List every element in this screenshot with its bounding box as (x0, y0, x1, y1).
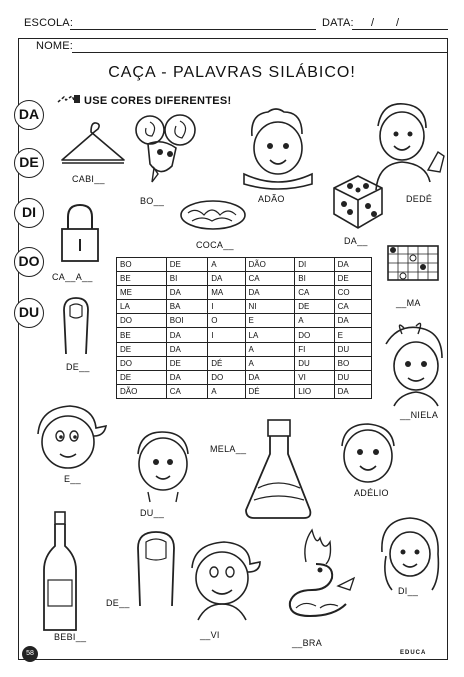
grid-cell[interactable]: DA (245, 286, 295, 300)
publisher-mark: EDUCA (400, 650, 427, 656)
boy-dudu-illustration (130, 426, 196, 502)
grid-row (117, 356, 372, 370)
grid-cell[interactable]: DU (334, 370, 371, 384)
grid-cell[interactable]: BI (295, 272, 334, 286)
grid-row (117, 286, 372, 300)
grid-cell[interactable]: DU (295, 356, 334, 370)
grid-cell[interactable]: LA (245, 328, 295, 342)
word-search-grid (116, 257, 372, 399)
grid-cell[interactable]: BO (117, 258, 167, 272)
label-adao: ADÃO (258, 194, 285, 204)
grid-cell[interactable]: E (245, 314, 295, 328)
label-dudu: DU__ (140, 508, 165, 518)
label-cocada: COCA__ (196, 240, 234, 250)
grid-cell[interactable]: DA (166, 370, 207, 384)
label-dede-2: DE__ (106, 598, 130, 608)
label-davi: __VI (200, 630, 220, 640)
grid-cell[interactable]: DO (295, 328, 334, 342)
data-label: DATA: (322, 17, 354, 29)
checkers-board-illustration (386, 244, 440, 284)
girl-didi-illustration (376, 512, 446, 596)
grid-cell[interactable]: DA (334, 314, 371, 328)
grid-cell[interactable]: CA (166, 384, 207, 398)
syllable-du: DU (14, 298, 44, 328)
grid-cell[interactable]: DA (208, 272, 245, 286)
grid-cell[interactable]: NI (245, 300, 295, 314)
label-dado: DA__ (344, 236, 368, 246)
grid-cell[interactable]: DA (166, 286, 207, 300)
escola-label: ESCOLA: (24, 17, 74, 29)
grid-row (117, 384, 372, 398)
grid-cell[interactable]: DÉ (208, 356, 245, 370)
grid-row (117, 370, 372, 384)
grid-cell[interactable]: DO (117, 356, 167, 370)
grid-cell[interactable]: DA (334, 384, 371, 398)
grid-cell[interactable]: CA (245, 272, 295, 286)
label-mela: MELA__ (210, 444, 247, 454)
grid-row (117, 300, 372, 314)
label-daniela: __NIELA (400, 410, 439, 420)
grid-cell[interactable]: LA (117, 300, 167, 314)
dice-illustration (328, 170, 388, 232)
label-adelio: ADÉLIO (354, 488, 389, 498)
label-dedo: DE__ (66, 362, 90, 372)
goat-illustration (132, 108, 204, 190)
honey-flask-illustration (240, 418, 316, 522)
page-number: 58 (22, 646, 38, 662)
label-ede: E__ (64, 474, 81, 484)
grid-cell[interactable]: DA (166, 328, 207, 342)
grid-cell[interactable]: E (334, 328, 371, 342)
grid-row (117, 258, 372, 272)
data-line (352, 29, 448, 30)
boy-davi-illustration (184, 538, 264, 624)
grid-cell[interactable]: O (208, 314, 245, 328)
syllable-de: DE (14, 148, 44, 178)
grid-cell[interactable]: BA (166, 300, 207, 314)
grid-cell[interactable]: DA (334, 258, 371, 272)
grid-cell[interactable]: DE (117, 342, 167, 356)
grid-cell[interactable]: VI (295, 370, 334, 384)
grid-cell[interactable]: A (245, 342, 295, 356)
instruction: USE CORES DIFERENTES! (84, 95, 232, 107)
grid-cell[interactable]: CO (334, 286, 371, 300)
boy-cap-illustration (30, 400, 110, 474)
grid-cell[interactable]: BE (117, 272, 167, 286)
syllable-da: DA (14, 100, 44, 130)
grid-cell[interactable]: BO (334, 356, 371, 370)
finger-illustration (56, 296, 96, 356)
cocada-illustration (178, 193, 248, 233)
escola-line (70, 29, 316, 30)
grid-cell[interactable]: DÃO (245, 258, 295, 272)
hanger-illustration (58, 118, 128, 168)
grid-cell[interactable]: DE (166, 258, 207, 272)
grid-cell[interactable]: CA (334, 300, 371, 314)
data-sep-2: / (396, 17, 400, 29)
grid-cell[interactable]: DÉ (245, 384, 295, 398)
grid-cell[interactable]: DÃO (117, 384, 167, 398)
boy-adelio-illustration (334, 420, 404, 486)
label-cabide: CABI__ (72, 174, 105, 184)
data-sep-1: / (371, 17, 375, 29)
grid-cell[interactable]: A (295, 314, 334, 328)
label-dama: __MA (396, 298, 421, 308)
boy-adao-illustration (238, 104, 318, 192)
padlock-illustration (58, 203, 102, 265)
grid-cell[interactable]: LIO (295, 384, 334, 398)
grid-row (117, 328, 372, 342)
grid-cell[interactable]: DE (166, 356, 207, 370)
grid-cell[interactable]: MA (208, 286, 245, 300)
label-cadeado: CA__A__ (52, 272, 93, 282)
grid-row (117, 314, 372, 328)
crayon-icon (56, 93, 82, 107)
label-bebida: BEBI__ (54, 632, 87, 642)
syllable-di: DI (14, 198, 44, 228)
grid-row (117, 342, 372, 356)
label-dragao: __BRA (292, 638, 323, 648)
grid-row (117, 272, 372, 286)
label-didi: DI__ (398, 586, 419, 596)
grid-cell[interactable]: DA (245, 370, 295, 384)
label-dede: DEDÉ (406, 194, 433, 204)
nome-label: NOME: (36, 40, 74, 52)
grid-cell[interactable]: I (208, 300, 245, 314)
grid-cell[interactable]: CA (295, 286, 334, 300)
grid-cell[interactable]: DO (117, 314, 167, 328)
grid-cell[interactable]: DA (166, 342, 207, 356)
grid-cell[interactable]: A (245, 356, 295, 370)
grid-cell[interactable]: A (208, 258, 245, 272)
grid-cell[interactable]: ME (117, 286, 167, 300)
label-bode: BO__ (140, 196, 165, 206)
dragon-illustration (276, 528, 360, 622)
grid-cell[interactable]: A (208, 384, 245, 398)
grid-cell[interactable] (208, 342, 245, 356)
grid-cell[interactable]: DU (334, 342, 371, 356)
grid-cell[interactable]: DI (295, 258, 334, 272)
girl-daniela-illustration (380, 322, 452, 412)
grid-cell[interactable]: DO (208, 370, 245, 384)
grid-cell[interactable]: BOI (166, 314, 207, 328)
grid-cell[interactable]: FI (295, 342, 334, 356)
finger-closeup-illustration (134, 528, 180, 608)
grid-cell[interactable]: BE (117, 328, 167, 342)
grid-cell[interactable]: I (208, 328, 245, 342)
page-title: CAÇA - PALAVRAS SILÁBICO! (108, 64, 356, 81)
grid-cell[interactable]: DE (295, 300, 334, 314)
bottle-illustration (40, 510, 80, 634)
grid-cell[interactable]: DE (117, 370, 167, 384)
grid-cell[interactable]: BI (166, 272, 207, 286)
syllable-do: DO (14, 247, 44, 277)
grid-cell[interactable]: DE (334, 272, 371, 286)
